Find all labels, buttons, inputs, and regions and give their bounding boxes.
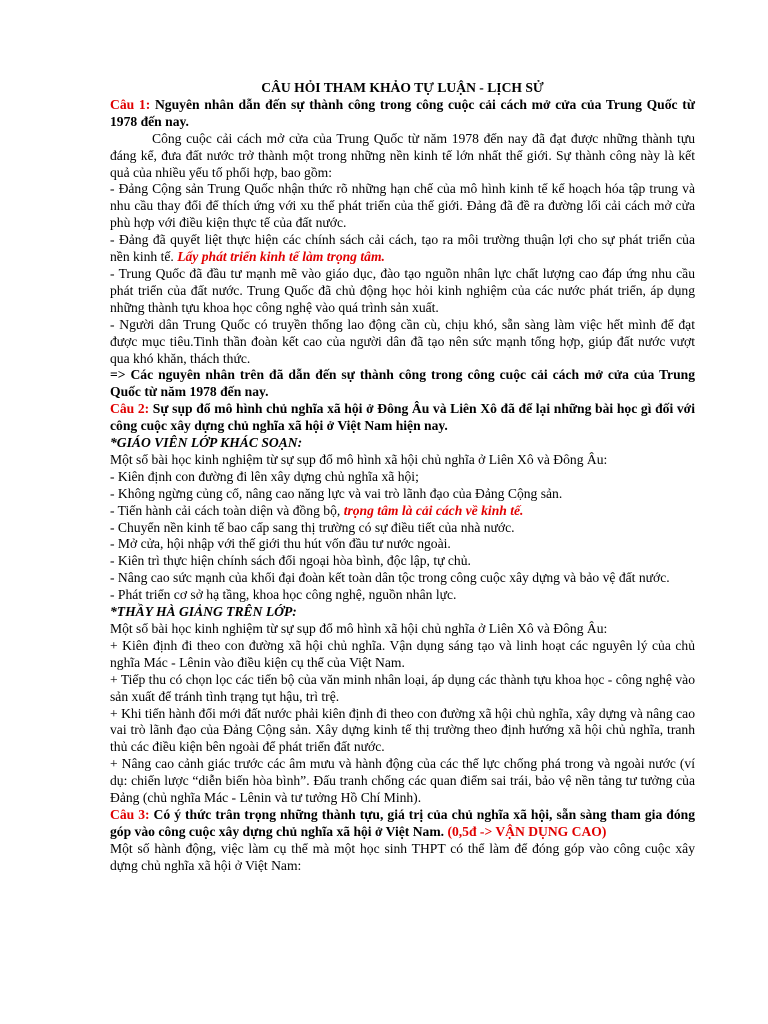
q3-question: Có ý thức trân trọng những thành tựu, giá trị của chủ nghĩa xã hội, sẵn sàng tham gia đóng góp vào công cuộc xây dựng chủ nghĩa xã hội ở Việt Nam. xyxy=(110,806,695,839)
q2-s1-bullet-3-text: - Tiến hành cải cách toàn diện và đồng bộ, xyxy=(110,502,344,518)
q2-s1-bullet-4: - Chuyển nền kinh tế bao cấp sang thị trường có sự điều tiết của nhà nước. xyxy=(110,519,515,535)
q2-s2-bullet-1: + Kiên định đi theo con đường xã hội chủ nghĩa. Vận dụng sáng tạo và linh hoạt các nguyên lý của chủ nghĩa Mác - Lênin vào điều kiện cụ thể của Việt Nam. xyxy=(110,637,695,670)
q1-bullet-3: - Trung Quốc đã đầu tư mạnh mẽ vào giáo dục, đào tạo nguồn nhân lực chất lượng cao đáp ứng nhu cầu phát triển của đất nước. Trung Quốc đã chủ động học hỏi kinh nghiệm của các nước phát triển, áp dụng những thành tựu khoa học công nghệ vào quá trình sản xuất. xyxy=(110,265,695,315)
q2-section2-intro: Một số bài học kinh nghiệm từ sự sụp đổ mô hình xã hội chủ nghĩa ở Liên Xô và Đông Âu: xyxy=(110,621,608,636)
q1-bullet-1: - Đảng Cộng sản Trung Quốc nhận thức rõ những hạn chế của mô hình kinh tế kế hoạch hóa tập trung và nhu cầu thay đổi để thích ứng với xu thế phát triển của thế giới. Đảng đã đề ra đường lối cải cách mở cửa phù hợp với điều kiện thực tế của đất nước. xyxy=(110,181,695,231)
q2-s2-bullet-3: + Khi tiến hành đổi mới đất nước phải kiên định đi theo con đường xã hội chủ nghĩa, xây dựng và nâng cao vai trò lãnh đạo của Đảng Cộng sản. Xây dựng kinh tế thị trường theo định hướng xã hội chủ nghĩa, tranh thủ các điều kiện bên ngoài để phát triển đất nước. xyxy=(110,705,695,755)
document-page xyxy=(110,80,695,875)
q3-heading xyxy=(110,807,695,841)
q2-s2-bullet-2: + Tiếp thu có chọn lọc các tiến bộ của văn minh nhân loại, áp dụng các thành tựu khoa học - công nghệ vào sản xuất để tránh tình trạng tụt hậu, trì trệ. xyxy=(110,671,695,704)
q3-points: (0,5đ -> VẬN DỤNG CAO) xyxy=(447,823,607,839)
q1-label: Câu 1: xyxy=(110,96,151,112)
q1-heading xyxy=(110,97,695,131)
q2-s1-bullet-2: - Không ngừng củng cố, nâng cao năng lực và vai trò lãnh đạo của Đảng Cộng sản. xyxy=(110,485,563,501)
q3-label: Câu 3: xyxy=(110,806,150,822)
document-title: CÂU HỎI THAM KHẢO TỰ LUẬN - LỊCH SỬ xyxy=(261,80,544,95)
q2-heading xyxy=(110,401,695,435)
q1-conclusion: => Các nguyên nhân trên đã dẫn đến sự thành công trong công cuộc cải cách mở cửa của Trung Quốc từ năm 1978 đến nay. xyxy=(110,367,695,400)
q1-question: Nguyên nhân dẫn đến sự thành công trong công cuộc cải cách mở cửa của Trung Quốc từ 1978 đến nay. xyxy=(110,96,695,129)
q2-s1-bullet-8: - Phát triển cơ sở hạ tầng, khoa học công nghệ, nguồn nhân lực. xyxy=(110,587,457,603)
q2-s1-bullet-1: - Kiên định con đường đi lên xây dựng chủ nghĩa xã hội; xyxy=(110,468,419,484)
q2-s1-bullet-3-emphasis: trọng tâm là cải cách về kinh tế. xyxy=(343,502,524,518)
q2-question: Sự sụp đổ mô hình chủ nghĩa xã hội ở Đông Âu và Liên Xô đã để lại những bài học gì đối với công cuộc xây dựng chủ nghĩa xã hội ở Việt Nam hiện nay. xyxy=(110,401,695,434)
q1-bullet-2-emphasis: Lấy phát triển kinh tế làm trọng tâm. xyxy=(177,249,385,265)
q2-s1-bullet-6: - Kiên trì thực hiện chính sách đối ngoại hòa bình, độc lập, tự chủ. xyxy=(110,553,471,569)
q2-s1-bullet-7: - Nâng cao sức mạnh của khối đại đoàn kết toàn dân tộc trong công cuộc xây dựng và bảo vệ đất nước. xyxy=(110,570,670,586)
q2-s2-bullet-4: + Nâng cao cảnh giác trước các âm mưu và hành động của các thế lực chống phá trong và ngoài nước (ví dụ: chiến lược “diễn biến hòa bình”. Đấu tranh chống các quan điểm sai trái, bảo vệ nền tảng tư tưởng của Đảng (chủ nghĩa Mác - Lênin và tư tưởng Hồ Chí Minh). xyxy=(110,756,695,806)
q2-s1-bullet-3 xyxy=(110,503,695,520)
q3-intro: Một số hành động, việc làm cụ thể mà một học sinh THPT có thể làm để đóng góp vào công cuộc xây dựng chủ nghĩa xã hội ở Việt Nam: xyxy=(110,840,695,873)
q2-section2-heading: *THẦY HÀ GIẢNG TRÊN LỚP: xyxy=(110,604,297,620)
q2-section1-intro: Một số bài học kinh nghiệm từ sự sụp đổ mô hình xã hội chủ nghĩa ở Liên Xô và Đông Âu: xyxy=(110,451,608,467)
q1-bullet-2-text: - Đảng đã quyết liệt thực hiện các chính sách cải cách, tạo ra môi trường thuận lợi cho sự phát triển của nền kinh tế. xyxy=(110,232,695,265)
q1-bullet-2 xyxy=(110,232,695,266)
q2-label: Câu 2: xyxy=(110,401,150,417)
q2-section1-heading: *GIÁO VIÊN LỚP KHÁC SOẠN: xyxy=(110,435,303,451)
q1-bullet-4: - Người dân Trung Quốc có truyền thống lao động cần cù, chịu khó, sẵn sàng làm việc hết mình để đạt được mục tiêu.Tinh thần đoàn kết cao của người dân đã tạo nên sức mạnh tổng hợp, giúp đất nước vượt qua khó khăn, thách thức. xyxy=(110,316,695,366)
q2-s1-bullet-5: - Mở cửa, hội nhập với thế giới thu hút vốn đầu tư nước ngoài. xyxy=(110,536,451,552)
q1-intro: Công cuộc cải cách mở cửa của Trung Quốc từ năm 1978 đến nay đã đạt được những thành tựu đáng kể, đưa đất nước trở thành một trong những nền kinh tế lớn nhất thế giới. Sự thành công này là kết quả của nhiều yếu tố phối hợp, bao gồm: xyxy=(110,130,695,180)
